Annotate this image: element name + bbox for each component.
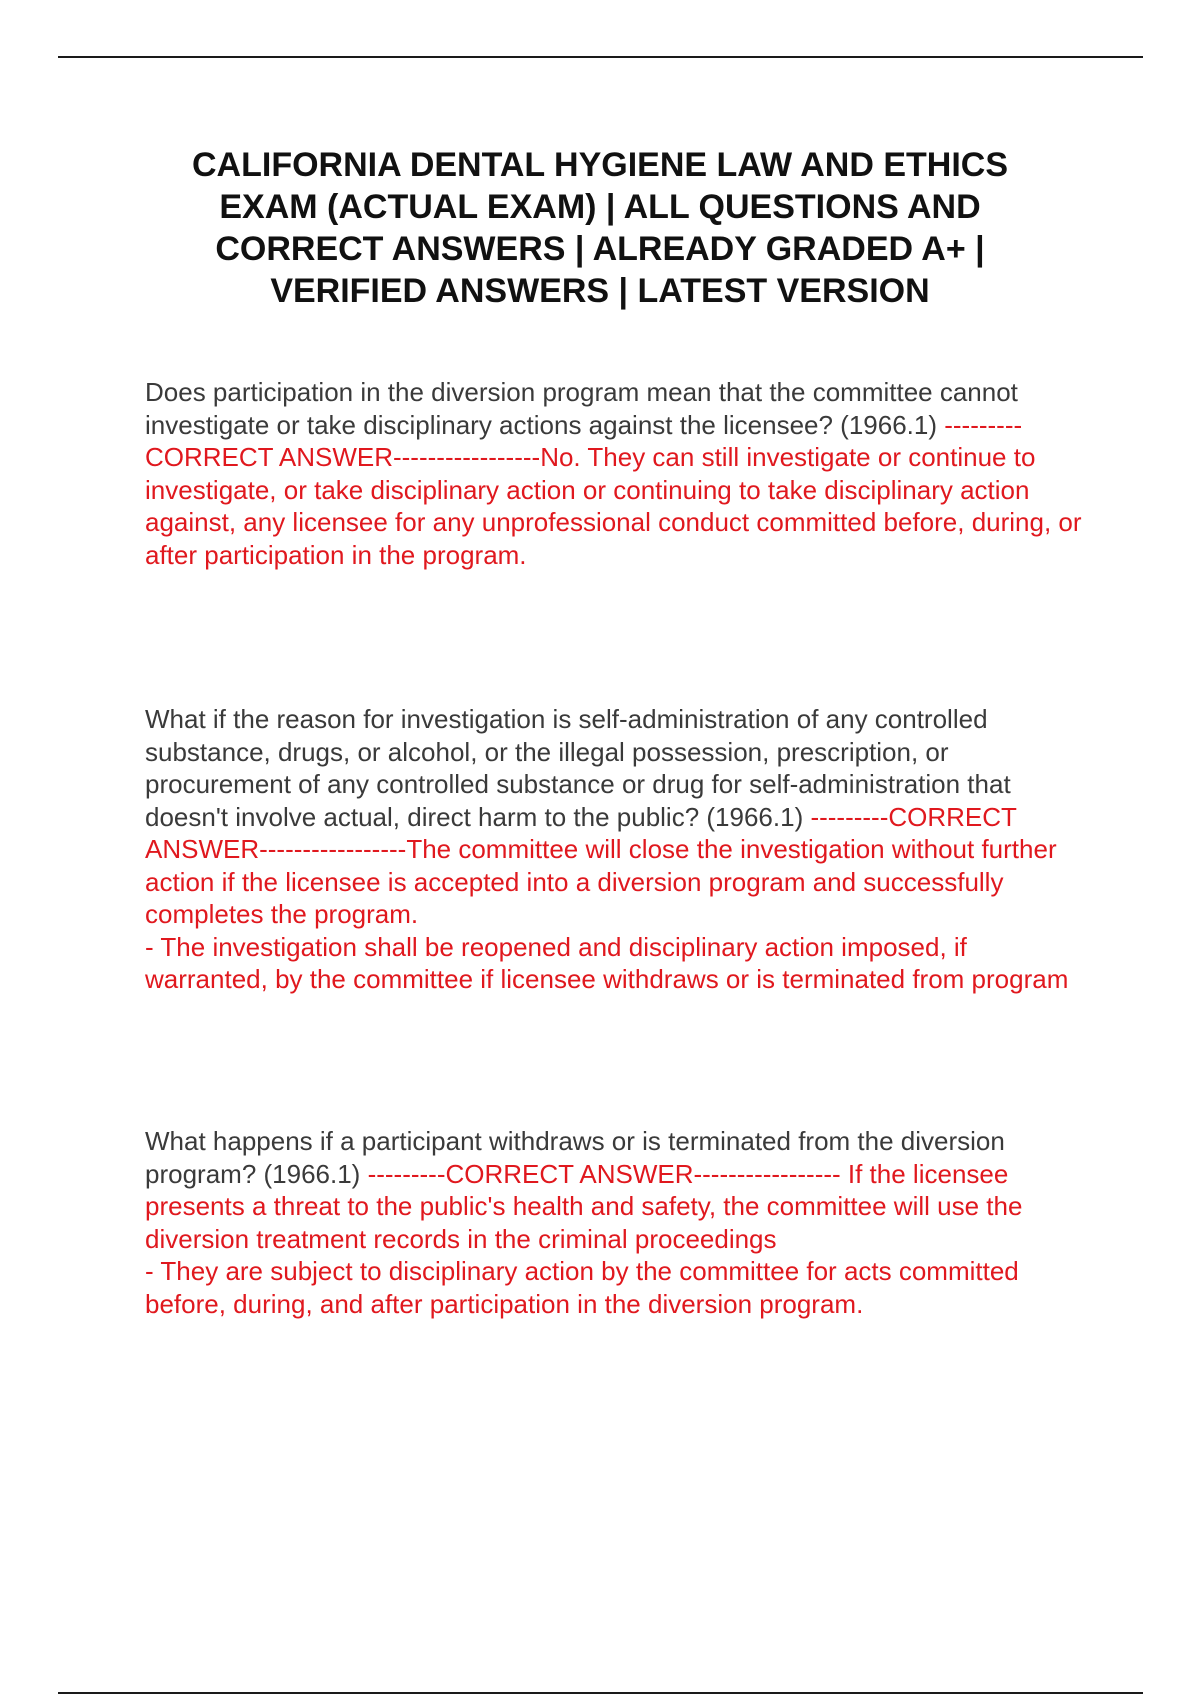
correct-answer-separator: ---------CORRECT ANSWER----------------- — [367, 1158, 848, 1189]
correct-answer-separator: ---------CORRECT ANSWER----------------- — [145, 801, 1017, 864]
answer-extra-text: - They are subject to disciplinary action by the committee for acts committed before, during, and after participation in the diversion program. — [145, 1256, 1019, 1319]
answer-extra-text: - The investigation shall be reopened and disciplinary action imposed, if warranted, by the committee if licensee withdraws or is terminated from program — [145, 931, 1069, 994]
answer-text: If the licensee presents a threat to the public's health and safety, the committee will use the diversion treatment records in the criminal proceedings — [145, 1158, 1023, 1254]
qa-item — [145, 703, 1090, 996]
document-title: CALIFORNIA DENTAL HYGIENE LAW AND ETHICS EXAM (ACTUAL EXAM) | ALL QUESTIONS AND CORRECT ANSWERS | ALREADY GRADED A+ | VERIFIED ANSWERS | LATEST VERSION — [192, 146, 1008, 310]
question-text: What happens if a participant withdraws or is terminated from the diversion program? (1966.1) — [145, 1126, 1005, 1189]
question-text: What if the reason for investigation is self-administration of any controlled substance, drugs, or alcohol, or the illegal possession, prescription, or procurement of any controlled substance or drug for self-administration that doesn't involve actual, direct harm to the public? (1966.1) — [145, 704, 1011, 832]
bottom-rule — [58, 1692, 1143, 1694]
question-text: Does participation in the diversion program mean that the committee cannot investigate or take disciplinary actions against the licensee? (1966.1) — [145, 377, 1018, 440]
answer-text: No. They can still investigate or continue to investigate, or take disciplinary action or continuing to take disciplinary action against, any licensee for any unprofessional conduct committed before, during, or after participation in the program. — [145, 442, 1082, 570]
qa-item — [145, 376, 1090, 571]
top-rule — [58, 56, 1143, 58]
correct-answer-separator: ---------CORRECT ANSWER----------------- — [145, 409, 1023, 472]
answer-text: The committee will close the investigation without further action if the licensee is accepted into a diversion program and successfully completes the program. — [145, 834, 1057, 929]
qa-item — [145, 1125, 1090, 1320]
